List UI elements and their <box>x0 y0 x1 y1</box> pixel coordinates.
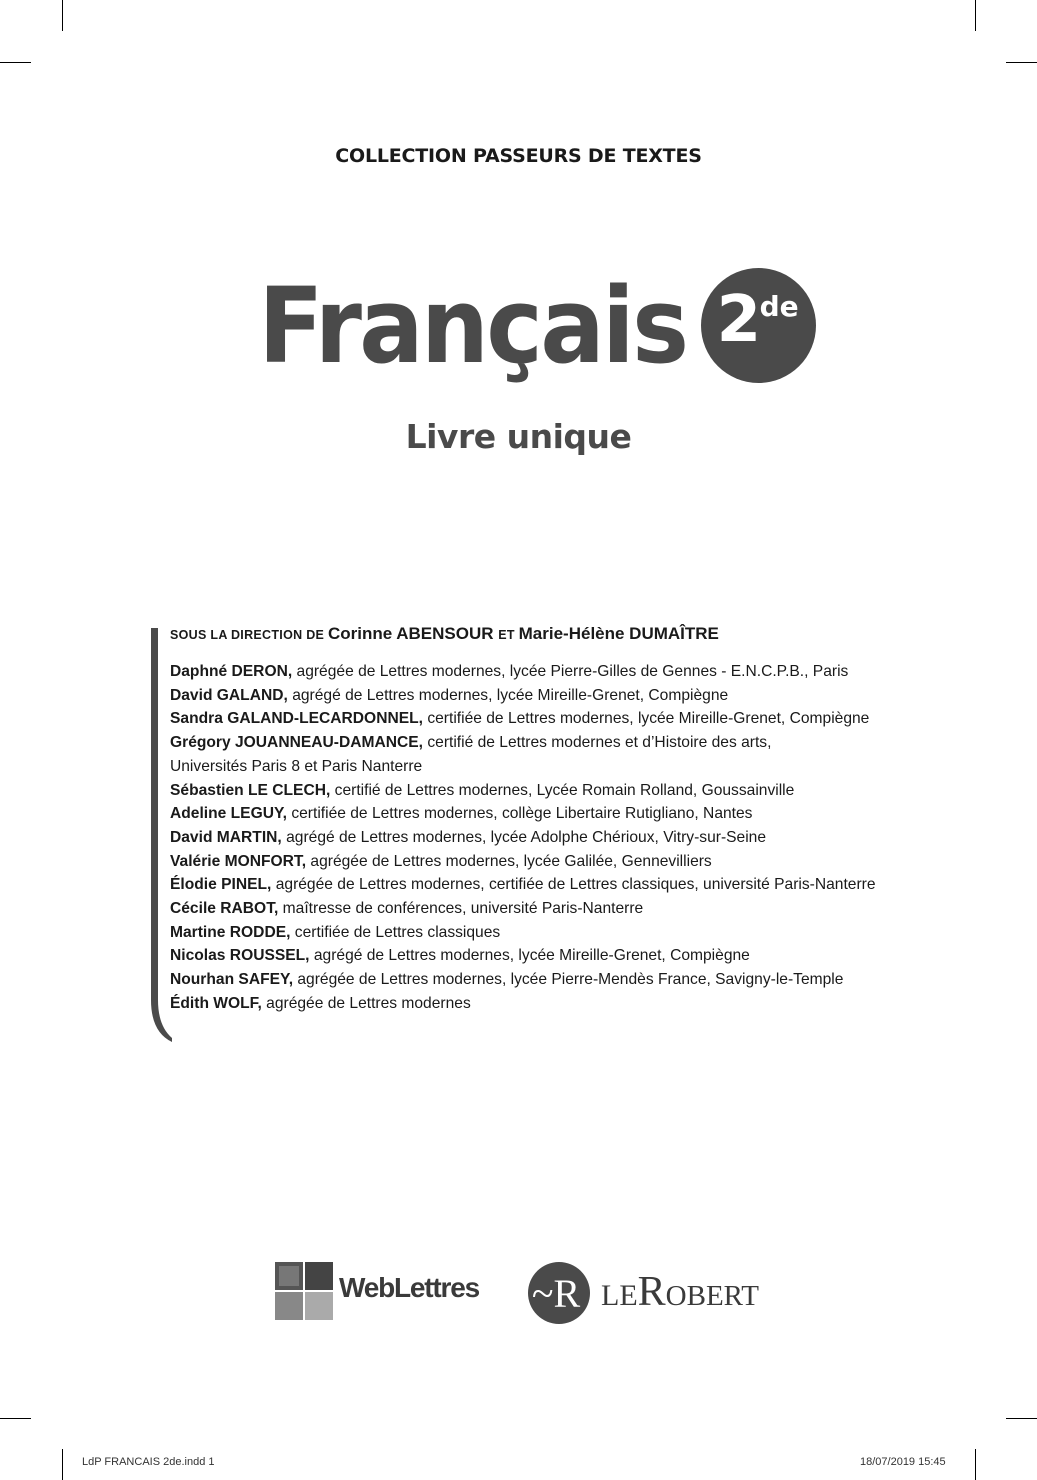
crop-mark <box>62 1449 63 1480</box>
author-entry <box>170 660 910 684</box>
author-description: certifiée de Lettres modernes, lycée Mireille-Grenet, Compiègne <box>427 710 870 728</box>
author-entry <box>170 802 910 826</box>
book-subtitle: Livre unique <box>405 417 632 456</box>
slug-date: 18/07/2019 15:45 <box>860 1456 946 1468</box>
author-description: agrégée de Lettres modernes, lycée Galilée, Gennevilliers <box>310 852 712 870</box>
author-description: agrégé de Lettres modernes, lycée Mireille-Grenet, Compiègne <box>313 947 750 965</box>
director-name: Marie-Hélène DUMAÎTRE <box>518 624 719 643</box>
crop-mark <box>1006 62 1037 63</box>
author-name: David GALAND, <box>170 686 288 704</box>
author-entry <box>170 944 910 968</box>
author-name: David MARTIN, <box>170 828 282 846</box>
book-title: Français <box>258 264 687 387</box>
author-description: Universités Paris 8 et Paris Nanterre <box>170 757 423 775</box>
author-list <box>170 660 910 1016</box>
lerobert-wordmark <box>601 1268 759 1316</box>
lerobert-mark: ~R <box>531 1271 581 1316</box>
weblettres-logo-icon <box>275 1262 333 1320</box>
author-description: agrégé de Lettres modernes, lycée Mireille-Grenet, Compiègne <box>292 686 729 704</box>
author-name: Martine RODDE, <box>170 923 291 941</box>
author-description: agrégé de Lettres modernes, lycée Adolphe Chérioux, Vitry-sur-Seine <box>286 828 767 846</box>
crop-mark <box>975 1449 976 1480</box>
author-name: Grégory JOUANNEAU-DAMANCE, <box>170 734 423 752</box>
author-description: certifiée de Lettres classiques <box>294 923 501 941</box>
author-entry <box>170 731 910 755</box>
weblettres-wordmark: WebLettres <box>339 1272 479 1303</box>
author-description: agrégée de Lettres modernes, lycée Pierre-Mendès France, Savigny-le-Temple <box>297 971 844 989</box>
grade-badge <box>701 268 816 383</box>
grade-number: 2 <box>716 283 762 357</box>
author-name: Nicolas ROUSSEL, <box>170 947 310 965</box>
crop-mark <box>0 62 31 63</box>
author-entry <box>170 968 910 992</box>
author-description: agrégée de Lettres modernes, lycée Pierre-Gilles de Gennes - E.N.C.P.B., Paris <box>296 663 849 680</box>
author-description: agrégée de Lettres modernes <box>266 994 471 1012</box>
author-entry <box>170 897 910 921</box>
collection-name: COLLECTION PASSEURS DE TEXTES <box>335 145 702 167</box>
credits-block <box>170 624 910 1016</box>
author-description: certifié de Lettres modernes et d’Histoire des arts, <box>427 734 772 752</box>
author-entry <box>170 707 910 731</box>
author-name: Élodie PINEL, <box>170 876 272 894</box>
crop-mark <box>1006 1418 1037 1419</box>
author-name: Daphné DERON, <box>170 663 293 680</box>
author-entry <box>170 755 910 779</box>
author-name: Sébastien LE CLECH, <box>170 781 331 799</box>
direction-prefix: SOUS LA DIRECTION DE <box>170 628 328 642</box>
direction-conj: ET <box>498 628 519 642</box>
crop-mark <box>975 0 976 31</box>
author-entry <box>170 826 910 850</box>
author-name: Sandra GALAND-LECARDONNEL, <box>170 710 423 728</box>
author-entry <box>170 873 910 897</box>
publisher-logos <box>0 1260 1037 1330</box>
grade-suffix: de <box>759 290 799 323</box>
lerobert-logo-icon <box>527 1261 591 1325</box>
director-name: Corinne ABENSOUR <box>327 624 494 643</box>
author-name: Cécile RABOT, <box>170 900 279 918</box>
author-description: maîtresse de conférences, université Paris-Nanterre <box>282 900 644 918</box>
crop-mark <box>0 1418 31 1419</box>
crop-mark <box>62 0 63 31</box>
author-entry <box>170 779 910 803</box>
author-entry <box>170 921 910 945</box>
author-entry <box>170 850 910 874</box>
author-description: certifié de Lettres modernes, Lycée Romain Rolland, Goussainville <box>334 781 795 799</box>
author-name: Édith WOLF, <box>170 994 262 1012</box>
author-name: Nourhan SAFEY, <box>170 971 294 989</box>
author-name: Adeline LEGUY, <box>170 805 287 823</box>
lerobert-le: LE <box>601 1279 638 1312</box>
direction-line <box>170 624 910 644</box>
title-row <box>0 264 1037 387</box>
slug-file: LdP FRANCAIS 2de.indd 1 <box>82 1456 215 1468</box>
lerobert-name: Robert <box>637 1269 759 1315</box>
author-description: agrégée de Lettres modernes, certifiée de Lettres classiques, université Paris-Nanterre <box>275 876 876 894</box>
author-entry <box>170 684 910 708</box>
author-description: certifiée de Lettres modernes, collège Libertaire Rutigliano, Nantes <box>291 805 753 823</box>
author-name: Valérie MONFORT, <box>170 852 307 870</box>
author-entry <box>170 992 910 1016</box>
